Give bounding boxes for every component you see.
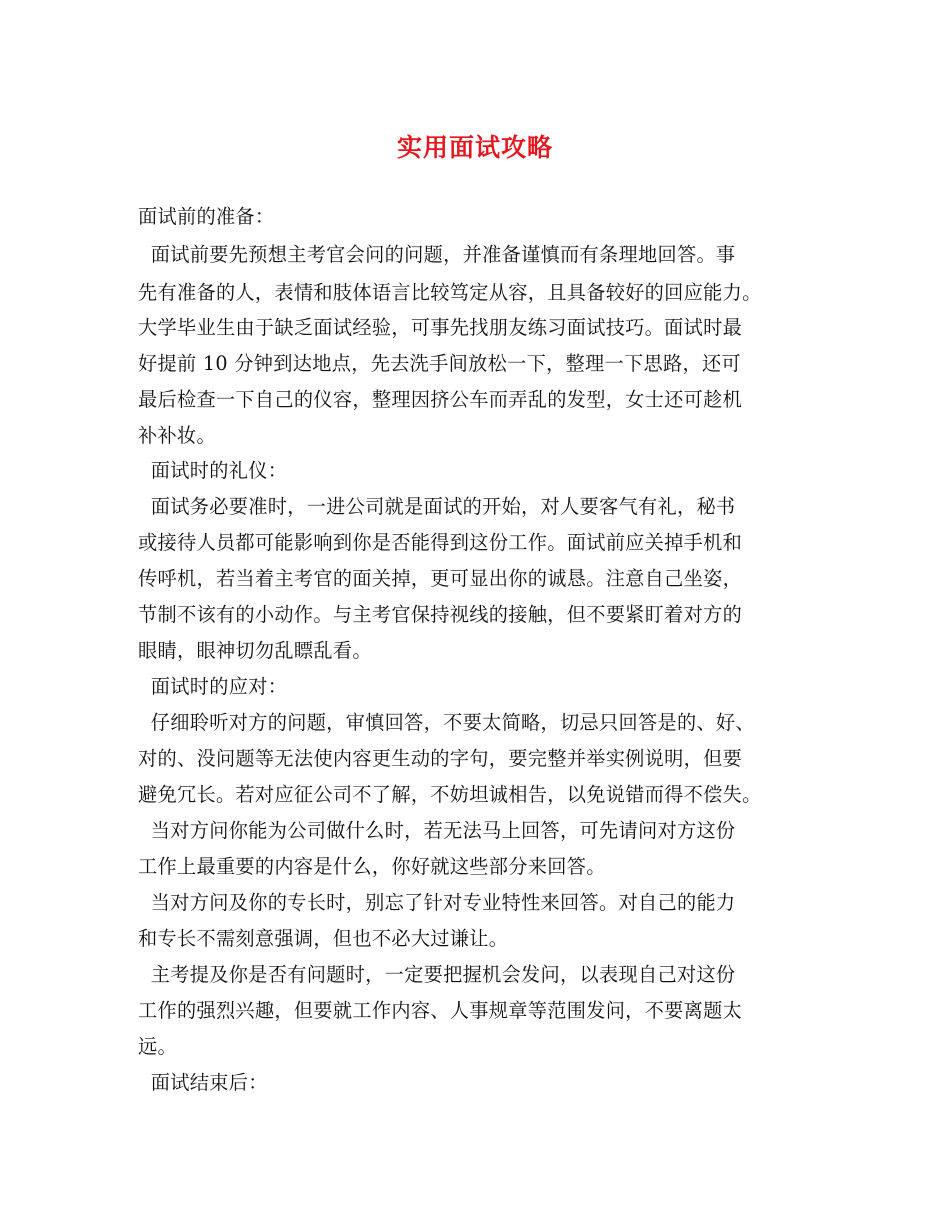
paragraph-line: 大学毕业生由于缺乏面试经验，可事先找朋友练习面试技巧。面试时最 xyxy=(138,316,743,339)
paragraph-line: 主考提及你是否有问题时，一定要把握机会发问，以表现自己对这份 xyxy=(138,963,736,986)
paragraph-line: 当对方问你能为公司做什么时，若无法马上回答，可先请问对方这份 xyxy=(138,819,736,842)
paragraph-line: 当对方问及你的专长时，别忘了针对专业特性来回答。对自己的能力 xyxy=(138,891,736,914)
section-heading-etiquette: 面试时的礼仪： xyxy=(138,459,288,482)
paragraph-line: 工作的强烈兴趣，但要就工作内容、人事规章等范围发问，不要离题太 xyxy=(138,999,743,1022)
section-heading-response: 面试时的应对： xyxy=(138,675,288,698)
paragraph-line: 或接待人员都可能影响到你是否能得到这份工作。面试前应关掉手机和 xyxy=(138,531,743,554)
paragraph-line: 面试前要先预想主考官会问的问题，并准备谨慎而有条理地回答。事 xyxy=(138,243,736,266)
document-title: 实用面试攻略 xyxy=(396,133,553,162)
section-heading-after: 面试结束后： xyxy=(138,1071,268,1094)
paragraph-line: 和专长不需刻意强调，但也不必大过谦让。 xyxy=(138,927,509,950)
paragraph-line: 好提前 10 分钟到达地点，先去洗手间放松一下，整理一下思路，还可 xyxy=(138,352,741,375)
paragraph-line: 节制不该有的小动作。与主考官保持视线的接触，但不要紧盯着对方的 xyxy=(138,603,743,626)
section-heading-preparation: 面试前的准备： xyxy=(138,205,275,228)
paragraph-line: 远。 xyxy=(138,1035,177,1058)
paragraph-line: 先有准备的人，表情和肢体语言比较笃定从容，且具备较好的回应能力。 xyxy=(138,281,762,304)
paragraph-line: 面试务必要准时，一进公司就是面试的开始，对人要客气有礼，秘书 xyxy=(138,495,736,518)
paragraph-line: 仔细聆听对方的问题，审慎回答，不要太简略，切忌只回答是的、好、 xyxy=(138,711,755,734)
paragraph-line: 眼睛，眼神切勿乱瞟乱看。 xyxy=(138,639,372,662)
paragraph-line: 补补妆。 xyxy=(138,424,216,447)
paragraph-line: 传呼机，若当着主考官的面关掉，更可显出你的诚恳。注意自己坐姿， xyxy=(138,567,743,590)
paragraph-line: 工作上最重要的内容是什么，你好就这些部分来回答。 xyxy=(138,855,606,878)
paragraph-line: 最后检查一下自己的仪容，整理因挤公车而弄乱的发型，女士还可趁机 xyxy=(138,388,743,411)
paragraph-line: 对的、没问题等无法使内容更生动的字句，要完整并举实例说明，但要 xyxy=(138,747,743,770)
paragraph-line: 避免冗长。若对应征公司不了解，不妨坦诚相告，以免说错而得不偿失。 xyxy=(138,783,762,806)
